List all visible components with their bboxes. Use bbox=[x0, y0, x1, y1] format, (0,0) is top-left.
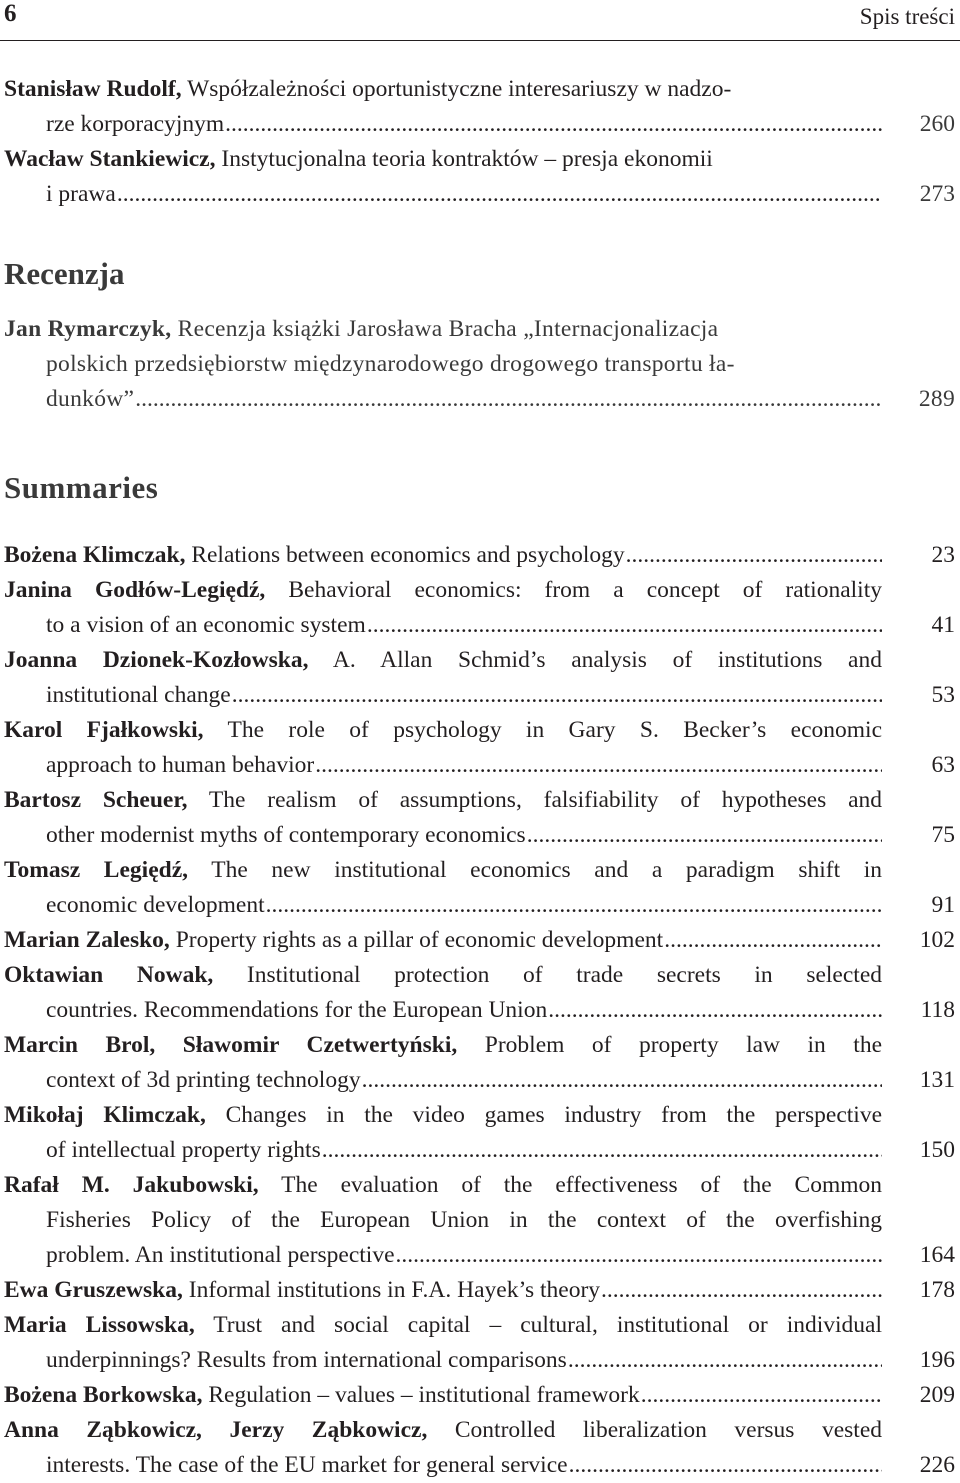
toc-entry[interactable] bbox=[4, 1273, 955, 1308]
entry-title: The role of psychology in Gary S. Becker’s economic bbox=[227, 717, 882, 743]
leader-dots bbox=[315, 748, 882, 783]
entry-page: 178 bbox=[919, 1277, 955, 1303]
entry-author: Ewa Gruszewska, bbox=[4, 1277, 183, 1303]
toc-entry[interactable] bbox=[4, 853, 955, 923]
entry-title-end: approach to human behavior bbox=[46, 752, 315, 778]
entry-page: 131 bbox=[919, 1067, 955, 1093]
entry-author: Oktawian Nowak, bbox=[4, 962, 214, 988]
leader-dots bbox=[225, 107, 882, 142]
entry-title-end: to a vision of an economic system bbox=[46, 612, 366, 638]
entry-page: 53 bbox=[931, 682, 955, 708]
entry-author: Rafał M. Jakubowski, bbox=[4, 1172, 259, 1198]
leader-dots bbox=[396, 1238, 882, 1273]
leader-dots bbox=[362, 1063, 882, 1098]
toc-entry[interactable] bbox=[4, 643, 955, 713]
leader-dots bbox=[568, 1343, 882, 1378]
entry-page: 118 bbox=[920, 997, 955, 1023]
entry-title-end: countries. Recommendations for the European Union bbox=[46, 997, 548, 1023]
toc-entry[interactable] bbox=[4, 72, 955, 142]
entry-page: 41 bbox=[931, 612, 955, 638]
entry-title-end: of intellectual property rights bbox=[46, 1137, 321, 1163]
entry-title: Problem of property law in the bbox=[484, 1032, 883, 1058]
entry-author: Maria Lissowska, bbox=[4, 1312, 195, 1338]
entry-title: The new institutional economics and a paradigm shift in bbox=[211, 857, 883, 883]
toc-group-summaries bbox=[4, 538, 960, 1483]
leader-dots bbox=[569, 1448, 882, 1483]
entry-title: Informal institutions in F.A. Hayek’s theory bbox=[188, 1277, 601, 1303]
entry-title: A. Allan Schmid’s analysis of institutions and bbox=[332, 647, 882, 673]
toc-entry[interactable] bbox=[4, 1308, 955, 1378]
entry-page: 75 bbox=[931, 822, 955, 848]
leader-dots bbox=[117, 177, 882, 212]
running-head: Spis treści bbox=[859, 4, 955, 29]
entry-title-end: underpinnings? Results from international comparisons bbox=[46, 1347, 567, 1373]
entry-title: Controlled liberalization versus vested bbox=[454, 1417, 883, 1443]
toc-entry[interactable] bbox=[4, 1168, 955, 1273]
section-heading-recenzja: Recenzja bbox=[4, 256, 125, 291]
entry-page: 226 bbox=[919, 1452, 955, 1478]
entry-title-end: context of 3d printing technology bbox=[46, 1067, 361, 1093]
entry-title: Changes in the video games industry from the perspective bbox=[225, 1102, 882, 1128]
toc-entry[interactable] bbox=[4, 783, 955, 853]
entry-page: 289 bbox=[918, 386, 955, 412]
header-rule bbox=[0, 40, 960, 41]
entry-title-line: polskich przedsiębiorstw międzynarodowego drogowego transportu ła- bbox=[46, 351, 735, 377]
toc-entry[interactable] bbox=[4, 1028, 955, 1098]
leader-dots bbox=[135, 382, 882, 417]
entry-title: Instytucjonalna teoria kontraktów – presja ekonomii bbox=[221, 146, 713, 172]
toc-entry[interactable] bbox=[4, 713, 955, 783]
entry-author: Karol Fjałkowski, bbox=[4, 717, 204, 743]
entry-title-end: institutional change bbox=[46, 682, 231, 708]
toc-entry[interactable] bbox=[4, 312, 955, 417]
toc-entry[interactable] bbox=[4, 923, 955, 958]
entry-author: Jan Rymarczyk, bbox=[4, 316, 172, 342]
entry-author: Mikołaj Klimczak, bbox=[4, 1102, 206, 1128]
entry-title-end: interests. The case of the EU market for general service bbox=[46, 1452, 568, 1478]
toc-entry[interactable] bbox=[4, 142, 955, 212]
entry-page: 63 bbox=[931, 752, 955, 778]
entry-title-end: problem. An institutional perspective bbox=[46, 1242, 395, 1268]
toc-entry[interactable] bbox=[4, 1378, 955, 1413]
entry-title: Recenzja książki Jarosława Bracha „Internacjonalizacja bbox=[177, 316, 719, 342]
entry-title-end: rze korporacyjnym bbox=[46, 111, 225, 137]
entry-title-line: Fisheries Policy of the European Union in the context of the overfishing bbox=[46, 1207, 882, 1233]
entry-title: Relations between economics and psychology bbox=[191, 542, 625, 568]
entry-title: Behavioral economics: from a concept of rationality bbox=[288, 577, 882, 603]
leader-dots bbox=[367, 608, 882, 643]
leader-dots bbox=[266, 888, 882, 923]
entry-title: Property rights as a pillar of economic development bbox=[175, 927, 664, 953]
toc-entry[interactable] bbox=[4, 538, 955, 573]
entry-title: The evaluation of the effectiveness of the Common bbox=[281, 1172, 882, 1198]
entry-title-end: i prawa bbox=[46, 181, 116, 207]
toc-entry[interactable] bbox=[4, 573, 955, 643]
leader-dots bbox=[527, 818, 882, 853]
leader-dots bbox=[601, 1273, 882, 1308]
entry-author: Bartosz Scheuer, bbox=[4, 787, 188, 813]
entry-title-end: other modernist myths of contemporary economics bbox=[46, 822, 526, 848]
entry-author: Marian Zalesko, bbox=[4, 927, 170, 953]
entry-title: Współzależności oportunistyczne interesariuszy w nadzo- bbox=[187, 76, 732, 102]
entry-page: 260 bbox=[919, 111, 955, 137]
entry-title-end: economic development bbox=[46, 892, 265, 918]
entry-author: Tomasz Legiędź, bbox=[4, 857, 189, 883]
entry-author: Janina Godłów-Legiędź, bbox=[4, 577, 266, 603]
entry-author: Bożena Klimczak, bbox=[4, 542, 186, 568]
leader-dots bbox=[641, 1378, 882, 1413]
entry-title: Regulation – values – institutional framework bbox=[208, 1382, 640, 1408]
entry-title: Institutional protection of trade secrets in selected bbox=[246, 962, 882, 988]
toc-group-top bbox=[4, 72, 960, 212]
entry-page: 150 bbox=[919, 1137, 955, 1163]
entry-title-end: dunków” bbox=[46, 386, 135, 412]
entry-author: Joanna Dzionek-Kozłowska, bbox=[4, 647, 309, 673]
page-number: 6 bbox=[4, 0, 17, 27]
leader-dots bbox=[548, 993, 882, 1028]
entry-author: Marcin Brol, Sławomir Czetwertyński, bbox=[4, 1032, 458, 1058]
entry-author: Stanisław Rudolf, bbox=[4, 76, 182, 102]
toc-entry[interactable] bbox=[4, 958, 955, 1028]
entry-page: 23 bbox=[931, 542, 955, 568]
toc-entry[interactable] bbox=[4, 1413, 955, 1483]
entry-author: Bożena Borkowska, bbox=[4, 1382, 203, 1408]
entry-author: Wacław Stankiewicz, bbox=[4, 146, 216, 172]
toc-group-recenzja bbox=[4, 312, 960, 417]
entry-title: Trust and social capital – cultural, institutional or individual bbox=[213, 1312, 882, 1338]
leader-dots bbox=[626, 538, 882, 573]
entry-page: 196 bbox=[919, 1347, 955, 1373]
leader-dots bbox=[232, 678, 882, 713]
entry-page: 209 bbox=[919, 1382, 955, 1408]
leader-dots bbox=[322, 1133, 882, 1168]
leader-dots bbox=[664, 923, 882, 958]
entry-author: Anna Ząbkowicz, Jerzy Ząbkowicz, bbox=[4, 1417, 428, 1443]
entry-page: 273 bbox=[919, 181, 955, 207]
entry-page: 164 bbox=[919, 1242, 955, 1268]
section-heading-summaries: Summaries bbox=[4, 470, 159, 505]
entry-page: 102 bbox=[919, 927, 955, 953]
toc-entry[interactable] bbox=[4, 1098, 955, 1168]
entry-page: 91 bbox=[931, 892, 955, 918]
entry-title: The realism of assumptions, falsifiability of hypotheses and bbox=[208, 787, 882, 813]
